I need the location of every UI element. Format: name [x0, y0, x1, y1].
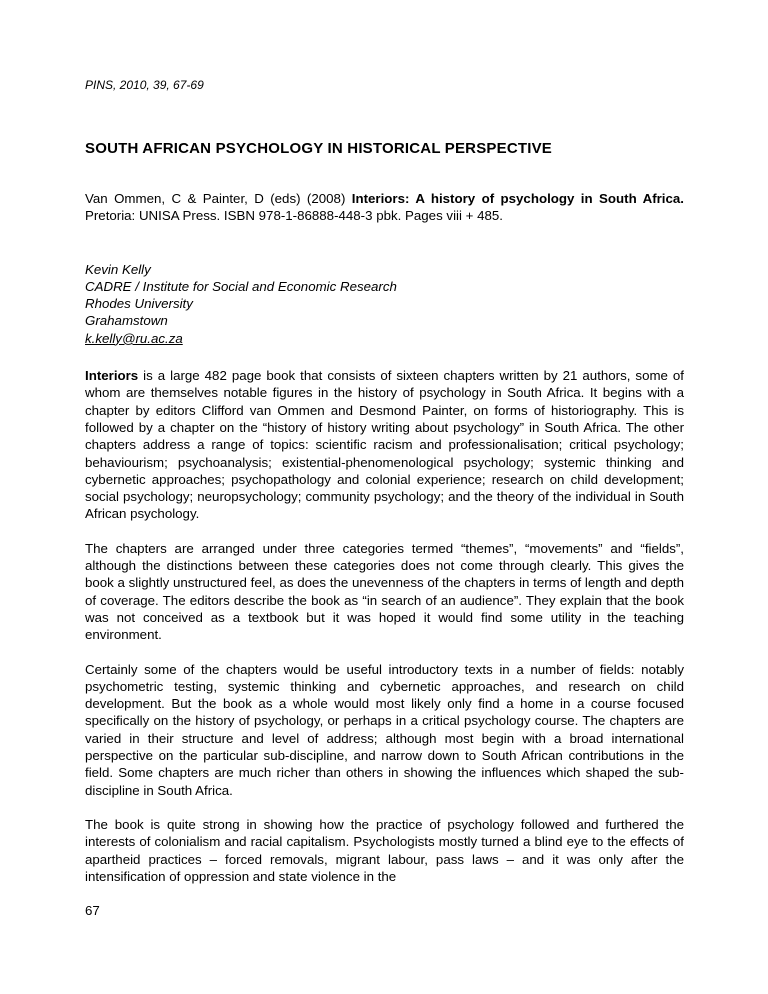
- book-citation: [85, 190, 684, 225]
- citation-publisher: Pretoria: UNISA Press. ISBN 978-1-86888-448-3 pbk. Pages viii + 485.: [85, 208, 503, 224]
- reviewer-city: Grahamstown: [85, 313, 168, 329]
- reviewer-name: Kevin Kelly: [85, 261, 151, 277]
- reviewer-university: Rhodes University: [85, 296, 193, 312]
- reviewer-block: [85, 261, 684, 347]
- citation-authors: Van Ommen, C & Painter, D (eds) (2008): [85, 191, 352, 206]
- book-title-bold: Interiors: [85, 368, 139, 384]
- paragraph-4: The book is quite strong in showing how the practice of psychology followed and furthered the interests of colonialism and racial capitalism. Psychologists mostly turned a blind eye to the effects of apartheid practices – forced removals, migrant labour, pass laws – and it was only after the intensification of oppression and state violence in the: [85, 816, 684, 884]
- paragraph-1-text: is a large 482 page book that consists of sixteen chapters written by 21 authors, some of whom are themselves notable figures in the history of psychology in South Africa. It begins with a chapter by editors Clifford van Ommen and Desmond Painter, on forms of historiography. This is followed by a chapter on the “history of history writing about psychology” in South Africa. The other chapters address a range of topics: scientific racism and professionalisation; critical psychology; behaviourism; psychoanalysis; existential-phenomenological psychology; systemic thinking and cybernetic approaches; psychopathology and colonial experience; research on child development; social psychology; neuropsychology; community psychology; and the theory of the individual in South African psychology.: [85, 368, 684, 522]
- journal-header: PINS, 2010, 39, 67-69: [85, 78, 204, 92]
- email-link[interactable]: k.kelly@ru.ac.za: [85, 330, 183, 346]
- reviewer-email-line: [85, 330, 684, 347]
- paragraph-1: [85, 367, 684, 523]
- page-title: SOUTH AFRICAN PSYCHOLOGY IN HISTORICAL PERSPECTIVE: [85, 140, 553, 157]
- citation-book-title: Interiors: A history of psychology in South Africa.: [351, 191, 684, 206]
- paragraph-2: The chapters are arranged under three categories termed “themes”, “movements” and “fields”, although the distinctions between these categories does not come through clearly. This gives the book a slightly unstructured feel, as does the unevenness of the chapters in terms of length and depth of coverage. The editors describe the book as “in search of an audience”. They explain that the book was not conceived as a textbook but it was hoped it would find some utility in the teaching environment.: [85, 540, 684, 643]
- page-number: 67: [85, 903, 100, 919]
- reviewer-affiliation: CADRE / Institute for Social and Economic Research: [85, 278, 397, 294]
- paragraph-3: Certainly some of the chapters would be useful introductory texts in a number of fields: notably psychometric testing, systemic thinking and cybernetic approaches, and research on child development. But the book as a whole would most likely only find a home in a course focused specifically on the history of psychology, or perhaps in a critical psychology course. The chapters are varied in their structure and level of address; although most begin with a broad international perspective on the particular sub-discipline, and narrow down to South African contributions in the field. Some chapters are much richer than others in showing the influences which shaped the sub-discipline in South Africa.: [85, 661, 684, 798]
